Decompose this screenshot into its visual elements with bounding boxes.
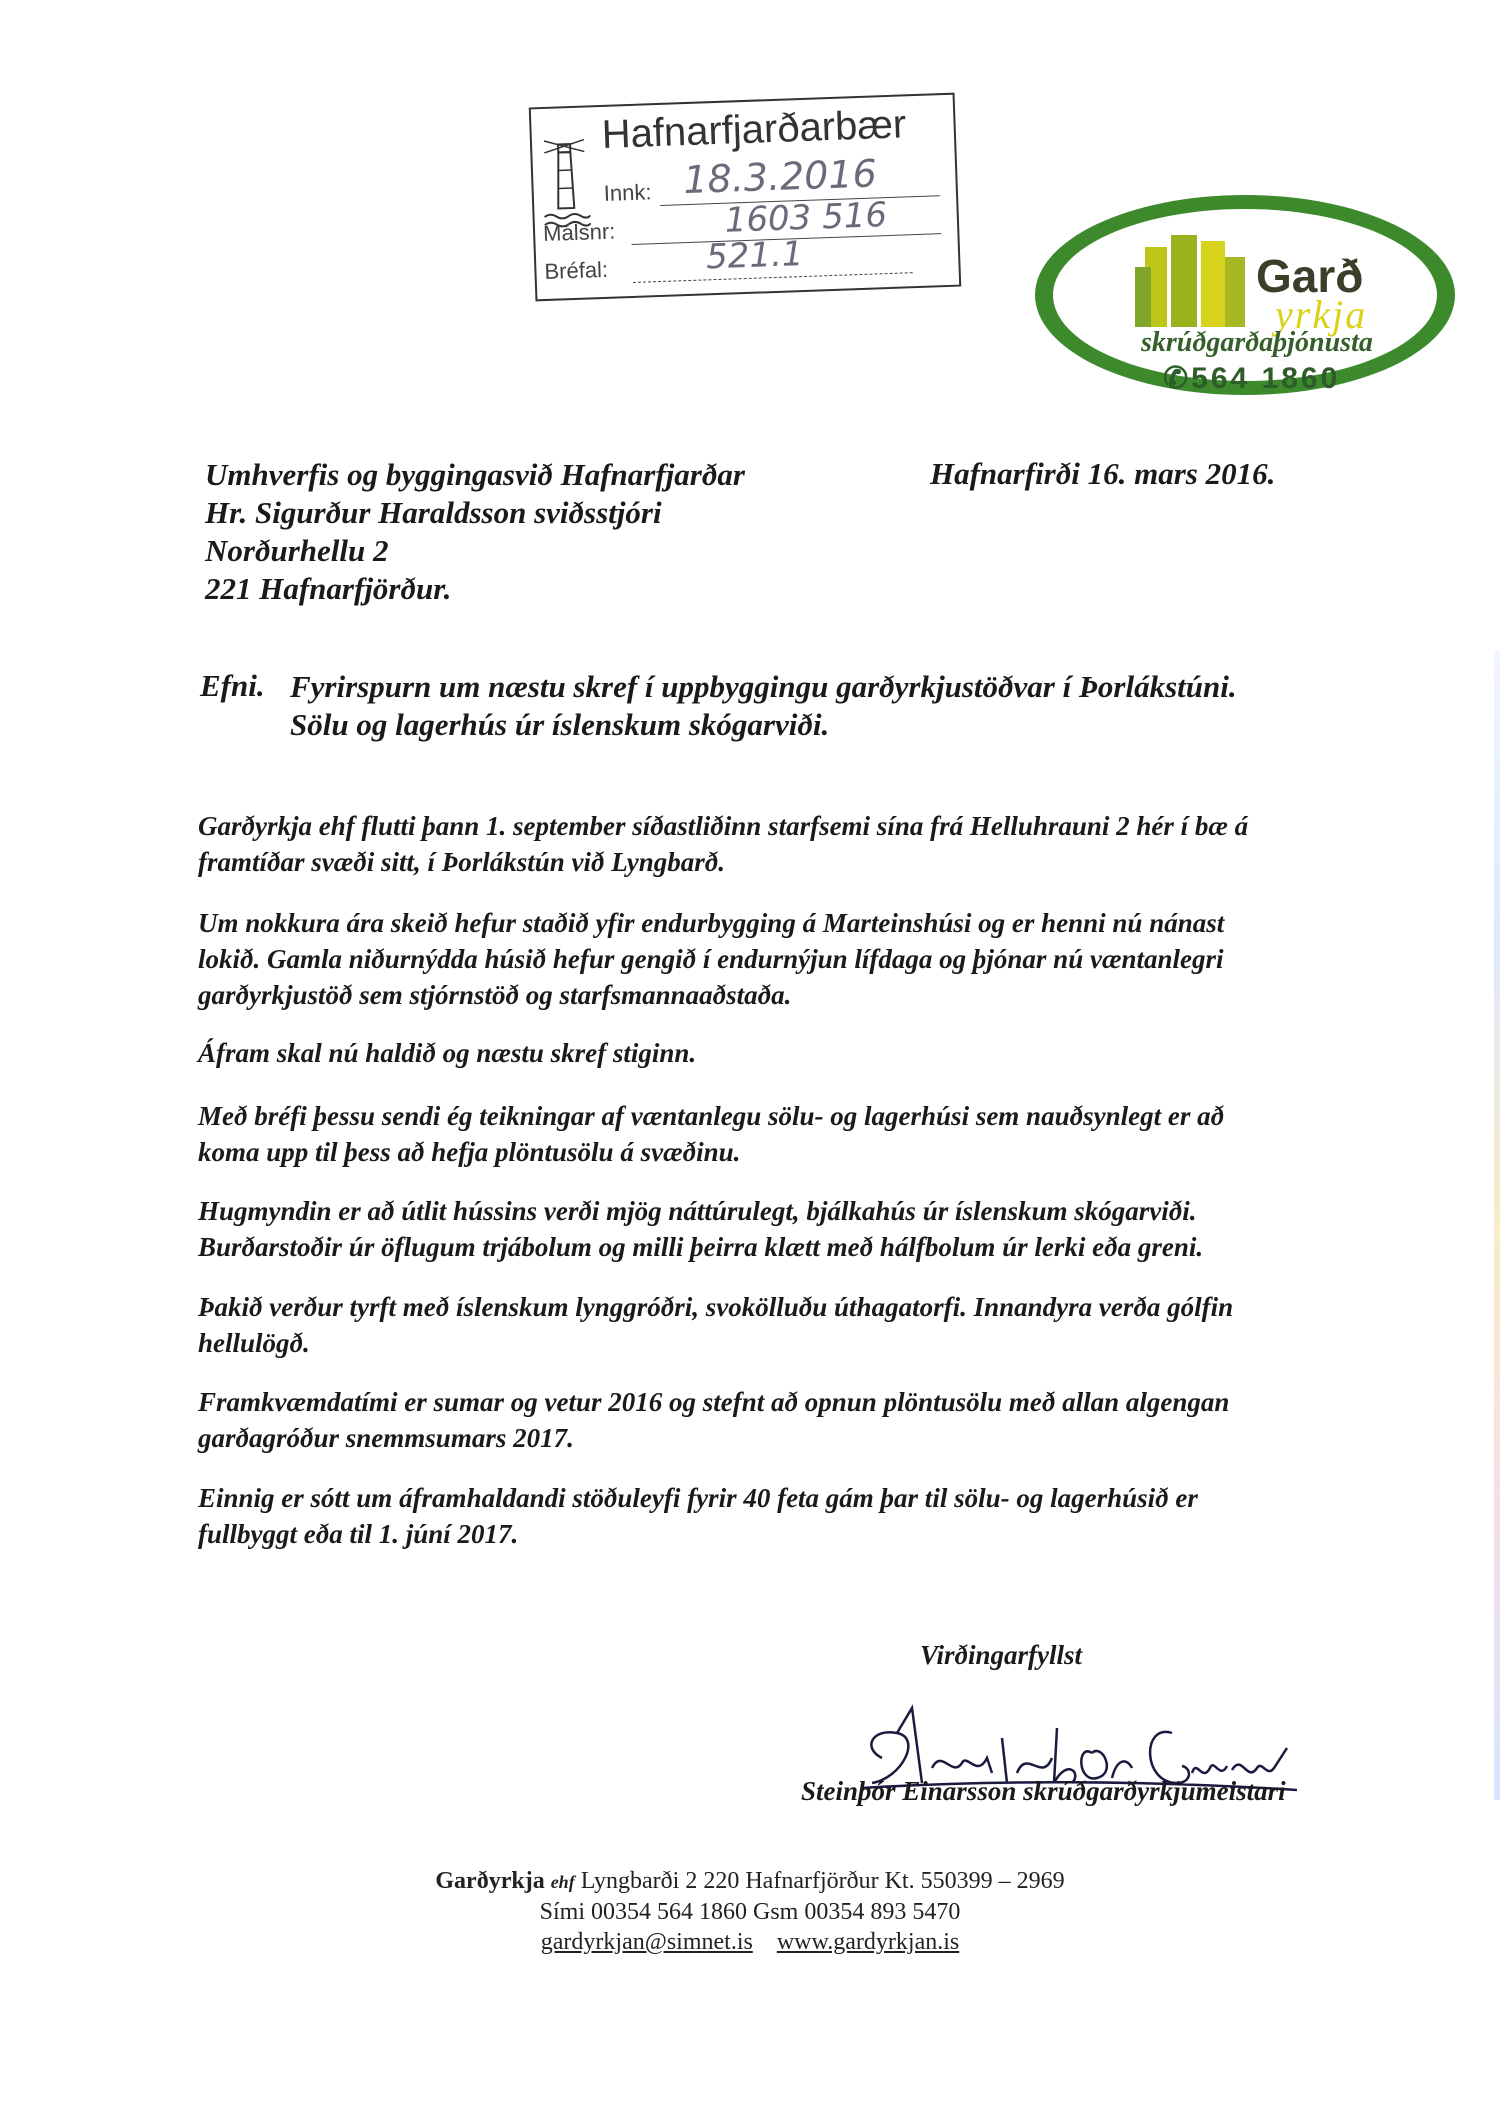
signer-name: Steinþór Einarsson skrúðgarðyrkjumeistari — [801, 1776, 1286, 1806]
received-stamp — [529, 93, 962, 302]
logo-name-line1: Garð — [1256, 250, 1364, 302]
footer-brand: Garðyrkja — [435, 1868, 545, 1894]
logo-phone: ✆564 1860 — [1163, 362, 1341, 395]
stamp-innk-value: 18.3.2016 — [682, 151, 878, 203]
stamp-malsnr-label: Málsnr: — [542, 218, 616, 247]
paragraph-5: Hugmyndin er að útlit hússins verði mjög náttúrulegt, bjálkahús úr íslenskum skógarviði. Burðarstoðir úr öflugum trjábolum og milli þeirra klætt með hálfbolum úr lerki eða greni. — [198, 1196, 1204, 1262]
subject-label: Efni. — [200, 668, 265, 703]
recipient-address: Umhverfis og byggingasvið Hafnarfjarðar Hr. Sigurður Haraldsson sviðsstjóri Norðurhellu 2 221 Hafnarfjörður. — [205, 457, 745, 606]
stamp-brefal-label: Bréfal: — [544, 256, 609, 285]
footer-phones: Sími 00354 564 1860 Gsm 00354 893 5470 — [539, 1899, 961, 1925]
stamp-malsnr-value: 1603 516 — [724, 195, 888, 241]
scan-edge-strip — [1494, 650, 1500, 1800]
paragraph-3: Áfram skal nú haldið og næstu skref stiginn. — [198, 1038, 697, 1068]
stamp-innk-label: Innk: — [603, 179, 652, 206]
logo-tagline: skrúðgarðaþjónusta — [1141, 327, 1373, 358]
lighthouse-icon — [540, 129, 591, 231]
footer-address: Lyngbarði 2 220 Hafnarfjörður Kt. 550399 – 2969 — [580, 1868, 1065, 1894]
footer-ehf: ehf — [550, 1872, 575, 1892]
footer-web-link[interactable]: www.gardyrkjan.is — [776, 1929, 960, 1955]
footer-email-link[interactable]: gardyrkjan@simnet.is — [540, 1929, 753, 1955]
logo-name-line2: yrkja — [1275, 292, 1368, 337]
paragraph-2: Um nokkura ára skeið hefur staðið yfir endurbygging á Marteinshúsi og er henni nú nánast lokið. Gamla niðurnýdda húsið hefur gengið í endurnýjun lífdaga og þjónar nú væntanlegri garðyrkjustöð sem stjórnstöð og starfsmannaaðstaða. — [198, 908, 1225, 1010]
paragraph-1: Garðyrkja ehf flutti þann 1. september síðastliðinn starfsemi sína frá Helluhrauni 2 hér í bæ á framtíðar svæði sitt, í Þorlákstún við Lyngbarð. — [198, 811, 1249, 877]
paragraph-4: Með bréfi þessu sendi ég teikningar af væntanlegu sölu- og lagerhúsi sem nauðsynlegt er að koma upp til þess að hefja plöntusölu á svæðinu. — [198, 1101, 1225, 1167]
tree-icon — [1135, 227, 1255, 327]
subject-text: Fyrirspurn um næstu skref í uppbyggingu garðyrkjustöðvar í Þorlákstúni. Sölu og lagerhús úr íslenskum skógarviði. — [290, 669, 1237, 742]
paragraph-6: Þakið verður tyrft með íslenskum lynggróðri, svokölluðu úthagatorfi. Innandyra verða gólfin hellulögð. — [198, 1292, 1234, 1358]
letterhead-footer — [0, 1866, 1500, 1957]
company-logo — [1035, 195, 1455, 395]
stamp-title: Hafnarfjarðarbær — [600, 102, 907, 157]
stamp-brefal-value: 521.1 — [705, 234, 805, 278]
letter-date: Hafnarfirði 16. mars 2016. — [930, 456, 1276, 491]
paragraph-7: Framkvæmdatími er sumar og vetur 2016 og stefnt að opnun plöntusölu með allan algengan garðagróður snemmsumars 2017. — [198, 1387, 1230, 1453]
phone-icon: ✆ — [1163, 362, 1192, 395]
closing-text: Virðingarfyllst — [920, 1640, 1083, 1670]
paragraph-8: Einnig er sótt um áframhaldandi stöðuleyfi fyrir 40 feta gám þar til sölu- og lagerhúsið er fullbyggt eða til 1. júní 2017. — [198, 1483, 1198, 1549]
